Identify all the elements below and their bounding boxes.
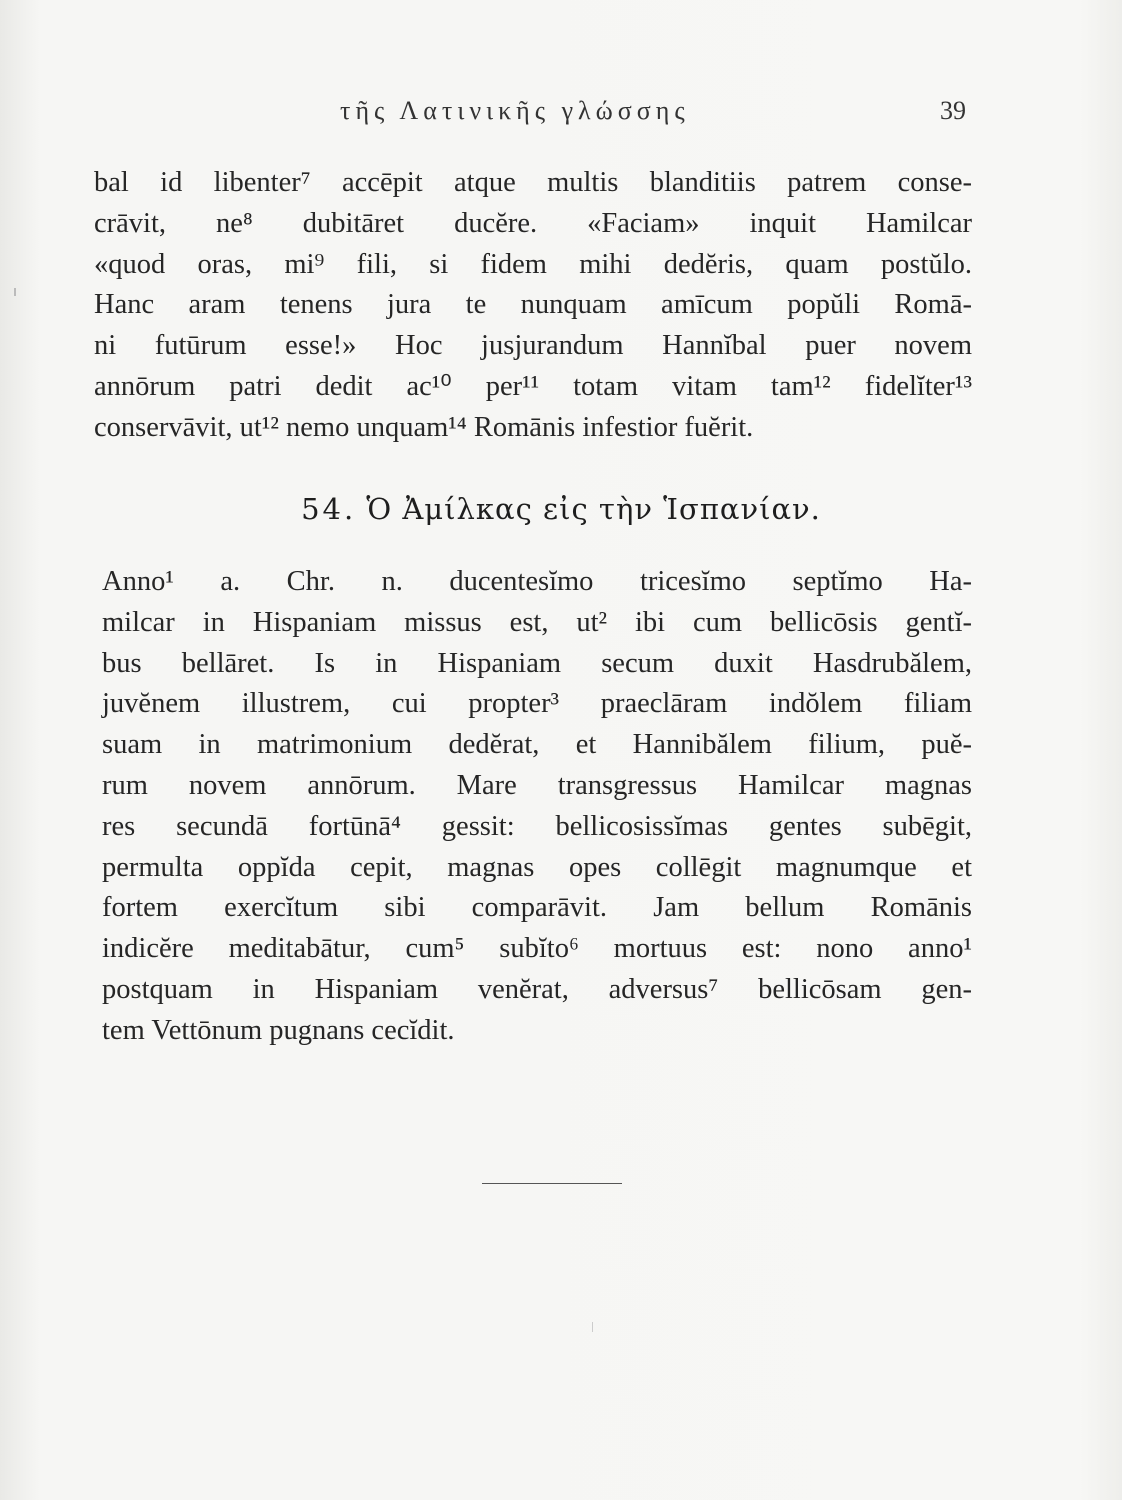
text-line: «quod oras, mi⁹ fili, si fidem mihi dedĕris, quam postŭlo. <box>94 248 972 280</box>
text-line: crāvit, ne⁸ dubitāret ducĕre. «Faciam» inquit Hamilcar <box>94 207 972 239</box>
text-line: annōrum patri dedit ac¹⁰ per¹¹ totam vitam tam¹² fidelĭter¹³ <box>94 370 972 402</box>
page-number: 39 <box>940 96 966 125</box>
text-line: permulta oppĭda cepit, magnas opes collēgit magnumque et <box>102 851 972 883</box>
text-line: juvĕnem illustrem, cui propter³ praeclāram indŏlem filiam <box>102 688 972 720</box>
section-number: 54. <box>301 492 357 526</box>
text-line: rum novem annōrum. Mare transgressus Hamilcar magnas <box>102 769 972 801</box>
page-header <box>0 96 1122 136</box>
scan-speck <box>592 1322 593 1332</box>
text-line: postquam in Hispaniam venĕrat, adversus⁷ bellicōsam gen- <box>102 973 972 1005</box>
text-line: suam in matrimonium dedĕrat, et Hannibălem filium, puĕ- <box>102 729 972 761</box>
text-line: fortem exercĭtum sibi comparāvit. Jam bellum Romānis <box>102 892 972 924</box>
text-line: tem Vettōnum pugnans cecĭdit. <box>102 1014 455 1046</box>
paragraph-1 <box>94 163 972 449</box>
text-line: bal id libenter⁷ accēpit atque multis blanditiis patrem conse- <box>94 167 972 198</box>
paragraph-2 <box>102 562 972 1052</box>
text-line: res secundā fortūnā⁴ gessit: bellicosissĭmas gentes subēgit, <box>102 810 972 842</box>
text-line: conservāvit, ut¹² nemo unquam¹⁴ Romānis infestior fuĕrit. <box>94 411 754 443</box>
section-title: Ὁ Ἀμίλκας εἰς τὴν Ἱσπανίαν. <box>366 492 821 526</box>
scan-speck <box>14 288 16 296</box>
text-line: bus bellāret. Is in Hispaniam secum duxit Hasdrubălem, <box>102 647 972 679</box>
text-line: indicĕre meditabātur, cum⁵ subĭto⁶ mortuus est: nono anno¹ <box>102 933 972 965</box>
text-line: Anno¹ a. Chr. n. ducentesĭmo tricesĭmo septĭmo Ha- <box>102 566 972 597</box>
text-line: Hanc aram tenens jura te nunquam amīcum popŭli Romā- <box>94 289 972 321</box>
section-heading <box>0 492 1122 526</box>
running-title: τῆς Λατινικῆς γλώσσης <box>340 96 690 125</box>
text-line: ni futūrum esse!» Hoc jusjurandum Hannĭbal puer novem <box>94 330 972 362</box>
end-rule <box>482 1183 622 1184</box>
text-line: milcar in Hispaniam missus est, ut² ibi cum bellicōsis gentĭ- <box>102 606 972 638</box>
